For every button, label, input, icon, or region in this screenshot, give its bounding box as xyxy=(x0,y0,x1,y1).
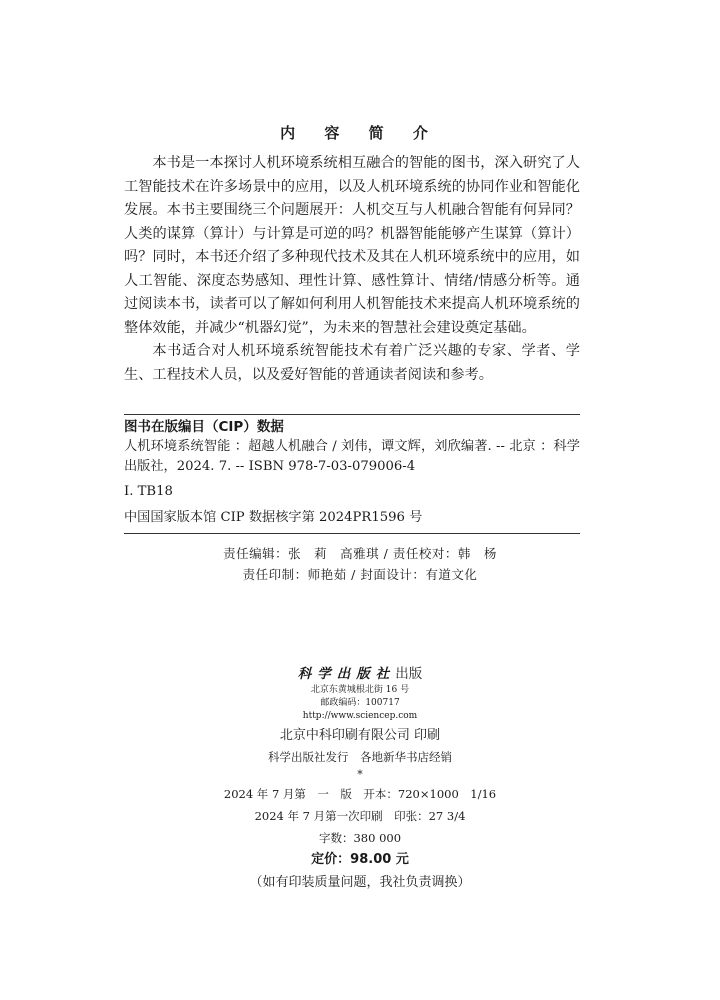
edition-line: 2024 年 7 月第 一 版 开本：720×1000 1/16 xyxy=(223,787,497,801)
editors-line-1: 责任编辑：张 莉 高雅琪 / 责任校对：韩 杨 xyxy=(223,546,497,561)
publisher-block xyxy=(0,664,720,895)
summary-paragraph-2: 本书适合对人机环境系统智能技术有着广泛兴趣的专家、学者、学生、工程技术人员，以及爱好智能的普通读者阅读和参考。 xyxy=(124,343,580,383)
publisher-brand: 科学出版社 xyxy=(297,666,396,682)
summary-paragraph-1: 本书是一本探讨人机环境系统相互融合的智能的图书，深入研究了人工智能技术在许多场景中的应用，以及人机环境系统的协同作业和智能化发展。本书主要围绕三个问题展开：人机交互与人机融合智能有何异同？人类的谋算（算计）与计算是可逆的吗？机器智能能够产生谋算（算计）吗？同时，本书还介绍了多种现代技术及其在人机环境系统中的应用，如人工智能、深度态势感知、理性计算、感性算计、情绪/情感分析等。通过阅读本书，读者可以了解如何利用人机智能技术来提高人机环境系统的整体效能，并减少“机器幻觉”，为未来的智慧社会建设奠定基础。 xyxy=(124,155,580,336)
printing-line: 2024 年 7 月第一次印刷 印张：27 3/4 xyxy=(254,809,466,823)
cip-heading: 图书在版编目（CIP）数据 xyxy=(124,419,284,435)
summary-title: 内 容 简 介 xyxy=(280,124,440,142)
publisher-suffix: 出版 xyxy=(395,666,423,682)
cip-check-number: 中国国家版本馆 CIP 数据核字第 2024PR1596 号 xyxy=(124,510,423,525)
summary-section xyxy=(124,152,580,387)
word-count: 字数：380 000 xyxy=(318,831,402,845)
cip-block xyxy=(124,414,580,534)
publisher-postcode: 邮政编码：100717 xyxy=(320,698,400,708)
price: 定价：98.00 元 xyxy=(311,852,409,867)
cip-classification: Ⅰ. TB18 xyxy=(124,484,173,499)
cip-record: 人机环境系统智能 ：超越人机融合 / 刘伟，谭文辉，刘欣编著. -- 北京 ：科学出版社，2024. 7. -- ISBN 978-7-03-079006-4 xyxy=(124,439,580,474)
publisher-address: 北京东黄城根北街 16 号 xyxy=(310,685,410,695)
editors-block xyxy=(0,543,720,585)
quality-notice: （如有印装质量问题，我社负责调换） xyxy=(249,875,471,890)
separator-star: * xyxy=(357,768,363,781)
publisher-website: http://www.sciencep.com xyxy=(302,711,418,721)
editors-line-2: 责任印制：师艳茹 / 封面设计：有道文化 xyxy=(242,567,478,582)
publisher-name xyxy=(0,664,720,684)
printer-line: 北京中科印刷有限公司 印刷 xyxy=(279,728,441,743)
distribution-line: 科学出版社发行 各地新华书店经销 xyxy=(268,750,452,764)
